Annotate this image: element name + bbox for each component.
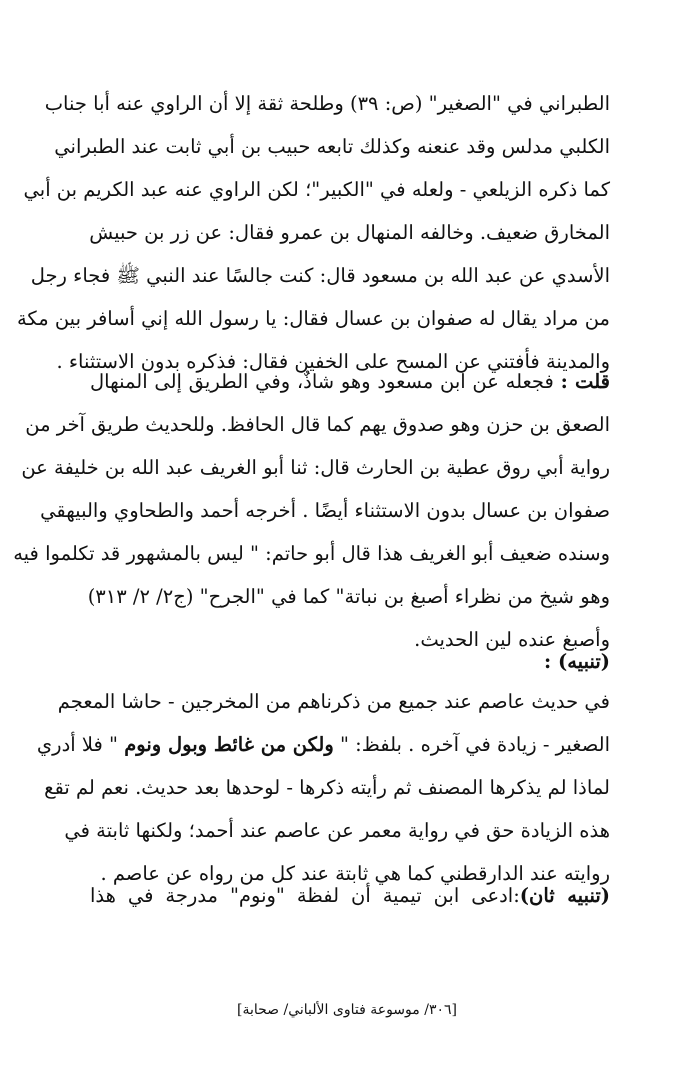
text-line: كما ذكره الزيلعي - ولعله في "الكبير"؛ لكن الراوي عنه عبد الكريم بن أبي bbox=[23, 178, 610, 201]
bold-phrase: ولكن من غائط وبول ونوم bbox=[124, 733, 334, 756]
text-line: رواية أبي روق عطية بن الحارث قال: ثنا أبو الغريف عبد الله بن خليفة عن bbox=[21, 456, 610, 479]
text-line: الطبراني في "الصغير" (ص: ٣٩) وطلحة ثقة إلا أن الراوي عنه أبا جناب bbox=[44, 92, 610, 115]
qult-label: قلت : bbox=[560, 370, 610, 393]
text-line: وأصبغ عنده لين الحديث. bbox=[414, 628, 610, 651]
text-line: من مراد يقال له صفوان بن عسال فقال: يا رسول الله إني أسافر بين مكة bbox=[16, 307, 610, 330]
text-line: والمدينة فأفتني عن المسح على الخفين فقال: فذكره بدون الاستثناء . bbox=[56, 350, 610, 373]
paragraph-3 bbox=[36, 680, 610, 895]
text-fragment: " فلا أدري bbox=[36, 733, 118, 756]
text-fragment: :ادعى ابن تيمية أن لفظة "ونوم" مدرجة في هذا bbox=[90, 884, 520, 907]
text-line: وهو شيخ من نظراء أصبغ بن نباتة" كما في "الجرح" (ج٢/ ٢/ ٣١٣) bbox=[87, 585, 610, 608]
text-line: الأسدي عن عبد الله بن مسعود قال: كنت جالسًا عند النبي ﷺ فجاء رجل bbox=[30, 264, 610, 287]
text-line: في حديث عاصم عند جميع من ذكرناهم من المخرجين - حاشا المعجم bbox=[57, 690, 610, 713]
tanbih-thani-label: (تنبيه ثان) bbox=[519, 884, 610, 907]
page-footer: [٣٠٦/ موسوعة فتاوى الألباني/ صحابة] bbox=[237, 1002, 457, 1018]
text-line bbox=[36, 723, 610, 766]
text-line bbox=[90, 874, 610, 917]
text-line: الكلبي مدلس وقد عنعنه وكذلك تابعه حبيب بن أبي ثابت عند الطبراني bbox=[54, 135, 610, 158]
text-line: وسنده ضعيف أبو الغريف هذا قال أبو حاتم: " ليس بالمشهور قد تكلموا فيه bbox=[13, 542, 610, 565]
paragraph-4 bbox=[90, 874, 610, 917]
text-line: الصعق بن حزن وهو صدوق يهم كما قال الحافظ. وللحديث طريق آخر من bbox=[25, 413, 610, 436]
paragraph-1 bbox=[16, 82, 610, 383]
text-line bbox=[90, 360, 610, 403]
text-fragment: فجعله عن ابن مسعود وهو شاذٌ، وفي الطريق إلى المنهال bbox=[90, 370, 554, 393]
text-fragment: الصغير - زيادة في آخره . بلفظ: " bbox=[339, 733, 610, 756]
text-line: صفوان بن عسال بدون الاستثناء أيضًا . أخرجه أحمد والطحاوي والبيهقي bbox=[40, 499, 610, 522]
text-line: لماذا لم يذكرها المصنف ثم رأيته ذكرها - لوحدها بعد حديث. نعم لم تقع bbox=[44, 776, 610, 799]
text-line: روايته عند الدارقطني كما هي ثابتة عند كل من رواه عن عاصم . bbox=[100, 862, 610, 885]
text-line: المخارق ضعيف. وخالفه المنهال بن عمرو فقال: عن زر بن حبيش bbox=[89, 221, 610, 244]
tanbih-heading: (تنبيه) : bbox=[544, 650, 610, 673]
tanbih-heading-block bbox=[90, 640, 610, 683]
text-line: هذه الزيادة حق في رواية معمر عن عاصم عند أحمد؛ ولكنها ثابتة في bbox=[64, 819, 610, 842]
paragraph-2 bbox=[13, 360, 610, 661]
